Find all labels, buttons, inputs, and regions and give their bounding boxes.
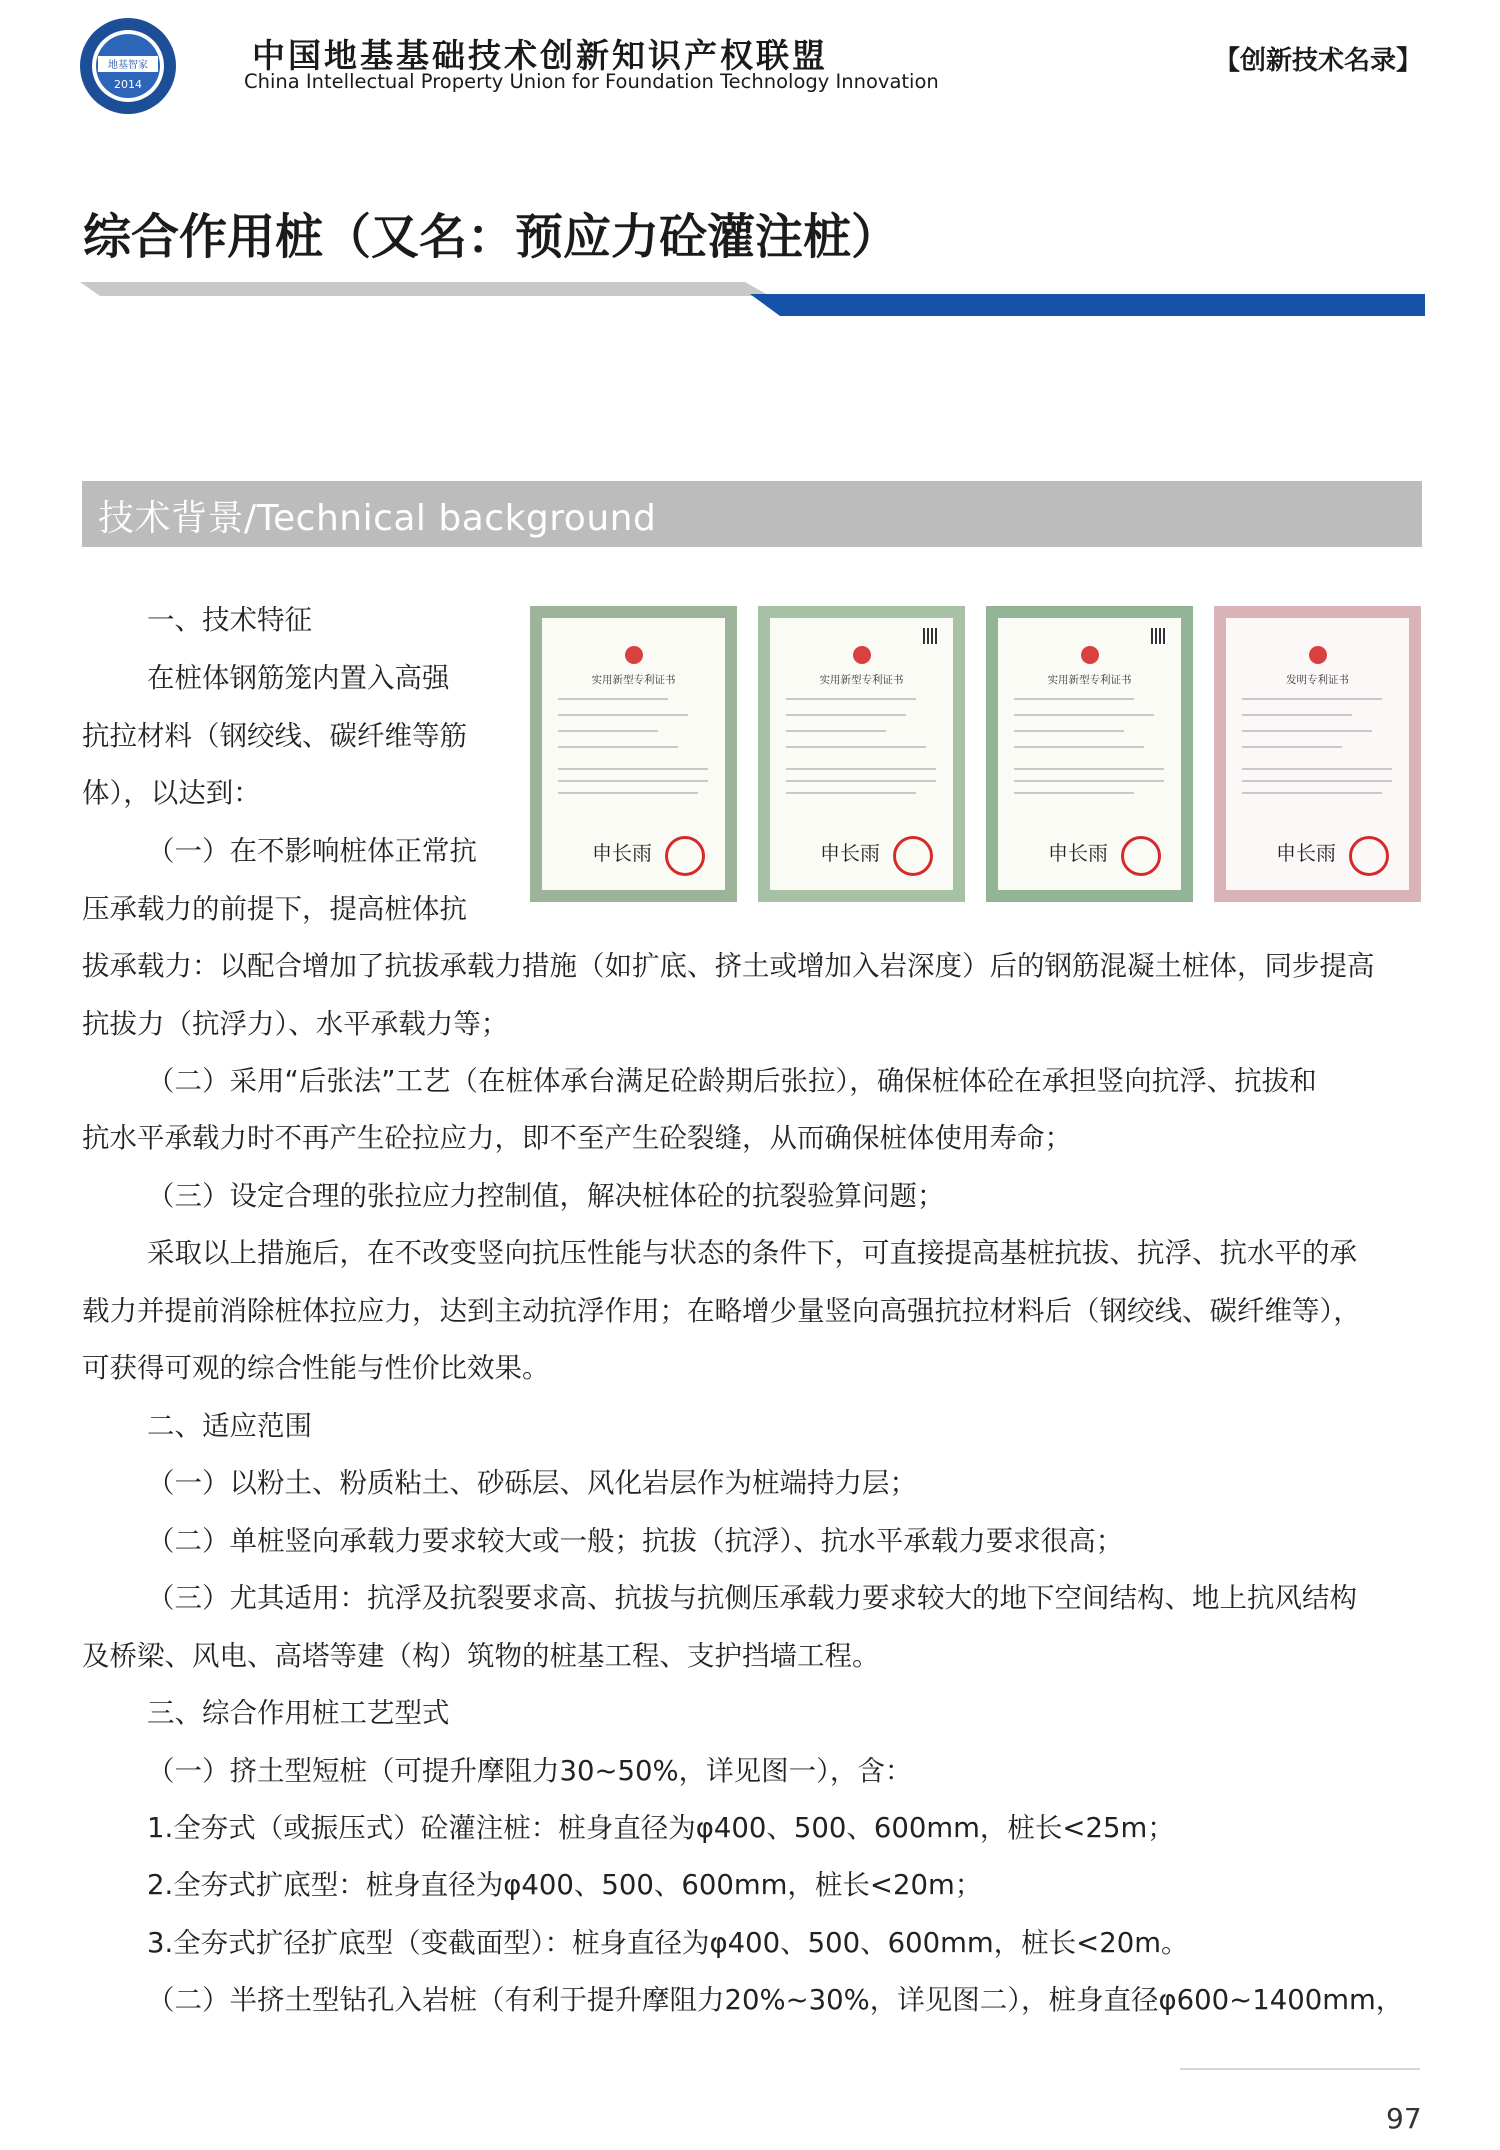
paragraph-line: 可获得可观的综合性能与性价比效果。 <box>82 1352 550 1384</box>
page-title: 综合作用桩（又名：预应力砼灌注桩） <box>83 209 900 265</box>
union-logo <box>78 16 178 116</box>
paragraph-line: （二）半挤土型钻孔入岩桩（有利于提升摩阻力20%~30%，详见图二），桩身直径φ600~1400mm， <box>147 1984 1404 2016</box>
patent-certificates <box>530 606 1420 902</box>
section-label: 技术背景/Technical background <box>98 498 657 539</box>
logo-text: 地基智家 <box>108 60 148 71</box>
paragraph-line: 压承载力的前提下，提高桩体抗 <box>82 893 467 925</box>
qr-code-icon <box>1151 628 1167 644</box>
org-name-cn: 中国地基基础技术创新知识产权联盟 <box>252 36 828 75</box>
paragraph-line: （一）以粉土、粉质粘土、砂砾层、风化岩层作为桩端持力层； <box>147 1467 917 1499</box>
paragraph-line: 2.全夯式扩底型：桩身直径为φ400、500、600mm，桩长<20m； <box>147 1869 983 1901</box>
patent-office-logo-icon <box>1081 646 1099 664</box>
paragraph-line: 抗拉材料（钢绞线、碳纤维等筋 <box>82 720 467 752</box>
paragraph-line: （三）设定合理的张拉应力控制值，解决桩体砼的抗裂验算问题； <box>147 1180 945 1212</box>
paragraph-line: 1.全夯式（或振压式）砼灌注桩：桩身直径为φ400、500、600mm，桩长<25m； <box>147 1812 1175 1844</box>
paragraph-line: 抗拔力（抗浮力）、水平承载力等； <box>82 1008 509 1040</box>
footer-divider <box>1180 2068 1420 2070</box>
paragraph-line: 抗水平承载力时不再产生砼拉应力，即不至产生砼裂缝，从而确保桩体使用寿命； <box>82 1122 1072 1154</box>
paragraph-line: （二）采用“后张法”工艺（在桩体承台满足砼龄期后张拉），确保桩体砼在承担竖向抗浮、抗拔和 <box>147 1065 1317 1097</box>
certificate-signature: 申长雨 <box>820 841 880 865</box>
paragraph-line: （三）尤其适用：抗浮及抗裂要求高、抗拔与抗侧压承载力要求较大的地下空间结构、地上抗风结构 <box>147 1582 1357 1614</box>
paragraph-line: 拔承载力：以配合增加了抗拔承载力措施（如扩底、挤土或增加入岩深度）后的钢筋混凝土桩体，同步提高 <box>82 950 1375 982</box>
certificate-title: 发明专利证书 <box>1286 674 1349 686</box>
heading-process-types: 三、综合作用桩工艺型式 <box>147 1697 450 1729</box>
certificate-3 <box>986 606 1193 902</box>
patent-office-logo-icon <box>1309 646 1327 664</box>
catalog-tag: 【创新技术名录】 <box>1213 46 1422 76</box>
seal-icon <box>1121 836 1161 876</box>
qr-code-icon <box>923 628 939 644</box>
certificate-title: 实用新型专利证书 <box>591 674 676 686</box>
org-name-en: China Intellectual Property Union for Foundation Technology Innovation <box>244 70 939 93</box>
paragraph-line: （一）在不影响桩体正常抗 <box>147 835 477 867</box>
seal-icon <box>1349 836 1389 876</box>
paragraph-line: 3.全夯式扩径扩底型（变截面型）：桩身直径为φ400、500、600mm，桩长<20m。 <box>147 1927 1189 1959</box>
certificate-signature: 申长雨 <box>592 841 652 865</box>
logo-year: 2014 <box>114 78 142 91</box>
seal-icon <box>665 836 705 876</box>
page-number: 97 <box>1386 2102 1422 2135</box>
heading-features: 一、技术特征 <box>147 604 312 636</box>
certificate-2 <box>758 606 965 902</box>
patent-office-logo-icon <box>853 646 871 664</box>
certificate-1 <box>530 606 737 902</box>
paragraph-line: （二）单桩竖向承载力要求较大或一般；抗拔（抗浮）、抗水平承载力要求很高； <box>147 1525 1124 1557</box>
certificate-signature: 申长雨 <box>1048 841 1108 865</box>
certificate-title: 实用新型专利证书 <box>1047 674 1132 686</box>
title-underline-bar <box>80 282 1425 318</box>
seal-icon <box>893 836 933 876</box>
patent-office-logo-icon <box>625 646 643 664</box>
paragraph-line: 及桥梁、风电、高塔等建（构）筑物的桩基工程、支护挡墙工程。 <box>82 1640 880 1672</box>
paragraph-line: 采取以上措施后，在不改变竖向抗压性能与状态的条件下，可直接提高基桩抗拔、抗浮、抗水平的承 <box>147 1237 1357 1269</box>
certificate-4 <box>1214 606 1421 902</box>
paragraph-line: 在桩体钢筋笼内置入高强 <box>147 662 450 694</box>
certificate-title: 实用新型专利证书 <box>819 674 904 686</box>
page-header <box>0 0 1500 110</box>
certificate-signature: 申长雨 <box>1276 841 1336 865</box>
paragraph-line: 载力并提前消除桩体拉应力，达到主动抗浮作用；在略增少量竖向高强抗拉材料后（钢绞线、碳纤维等）， <box>82 1295 1361 1327</box>
section-header-bar <box>82 481 1422 547</box>
heading-scope: 二、适应范围 <box>147 1410 312 1442</box>
paragraph-line: （一）挤土型短桩（可提升摩阻力30~50%，详见图一），含： <box>147 1755 913 1787</box>
paragraph-line: 体），以达到： <box>82 777 261 809</box>
